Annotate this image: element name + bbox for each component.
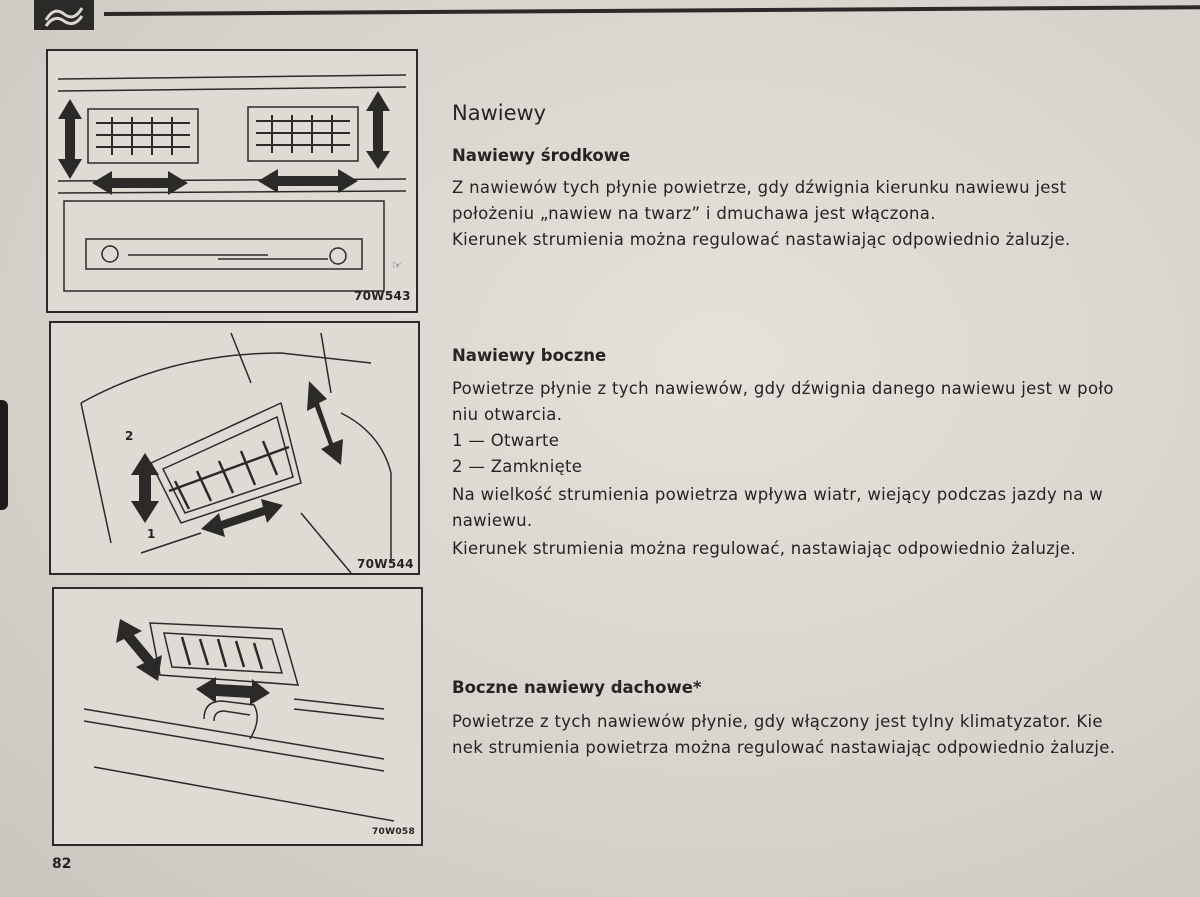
roof-vents-heading: Boczne nawiewy dachowe* <box>452 678 702 697</box>
header-rule <box>104 5 1200 16</box>
side-vents-heading: Nawiewy boczne <box>452 346 607 365</box>
page-title: Nawiewy <box>452 101 547 125</box>
center-vents-line-3: Kierunek strumienia można regulować nastawiając odpowiednio żaluzje. <box>452 230 1071 249</box>
section-tab <box>34 0 94 30</box>
figure-side-vents <box>49 321 420 575</box>
figure-code: 70W543 <box>354 289 411 303</box>
side-vents-line-1: Powietrze płynie z tych nawiewów, gdy dźwignia danego nawiewu jest w poło <box>452 379 1114 398</box>
side-vents-illustration <box>51 323 418 573</box>
ventilation-icon <box>40 2 88 28</box>
svg-text:☞: ☞ <box>392 259 402 272</box>
page-number: 82 <box>52 856 72 872</box>
figure-code: 70W544 <box>357 557 414 571</box>
roof-vents-line-1: Powietrze z tych nawiewów płynie, gdy włączony jest tylny klimatyzator. Kie <box>452 712 1103 731</box>
side-vents-line-7: Kierunek strumienia można regulować, nastawiając odpowiednio żaluzje. <box>452 539 1077 558</box>
center-vents-line-2: położeniu „nawiew na twarz” i dmuchawa jest włączona. <box>452 204 936 223</box>
figure-roof-vents <box>52 587 423 846</box>
center-vents-line-1: Z nawiewów tych płynie powietrze, gdy dźwignia kierunku nawiewu jest <box>452 178 1067 197</box>
roof-vents-illustration <box>54 589 421 844</box>
side-vents-line-2: niu otwarcia. <box>452 405 563 424</box>
callout-2: 2 <box>125 429 134 443</box>
side-vents-line-5: Na wielkość strumienia powietrza wpływa wiatr, wiejący podczas jazdy na w <box>452 485 1104 504</box>
callout-1: 1 <box>147 527 156 541</box>
center-vents-illustration <box>48 51 416 311</box>
figure-center-vents <box>46 49 418 313</box>
side-vents-line-3: 1 — Otwarte <box>452 431 560 450</box>
side-vents-line-6: nawiewu. <box>452 511 533 530</box>
side-vents-line-4: 2 — Zamknięte <box>452 457 583 476</box>
roof-vents-line-2: nek strumienia powietrza można regulować nastawiając odpowiednio żaluzje. <box>452 738 1116 757</box>
center-vents-heading: Nawiewy środkowe <box>452 146 631 165</box>
figure-code: 70W058 <box>372 827 416 837</box>
binding-shadow <box>0 400 8 510</box>
